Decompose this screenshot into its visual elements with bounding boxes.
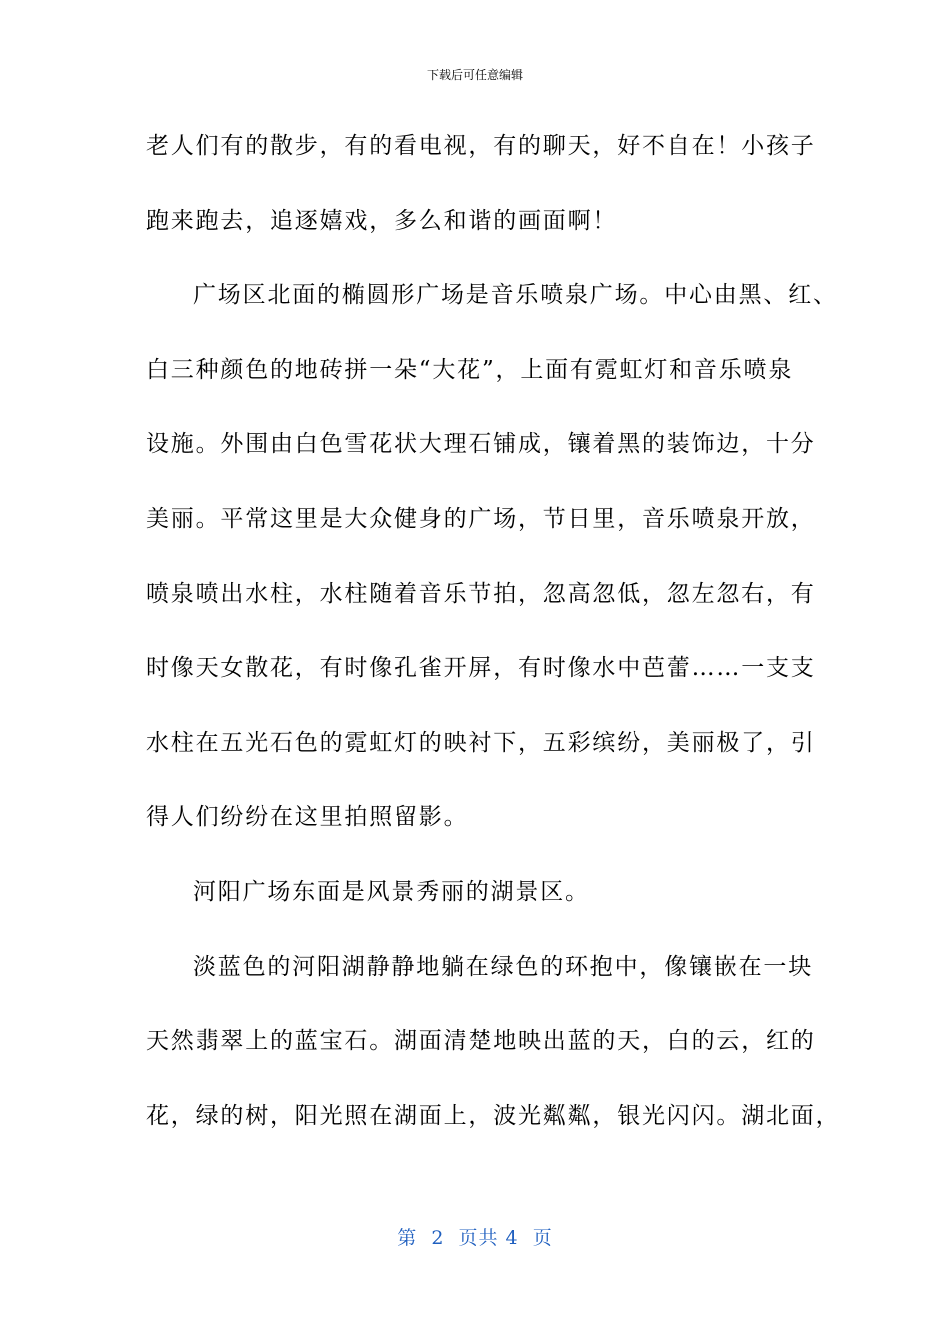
text-line: 白三种颜色的地砖拼一朵“大花”，上面有霓虹灯和音乐喷泉 (146, 356, 794, 383)
text-line: 广场区北面的椭圆形广场是音乐喷泉广场。中心由黑、红、 (193, 282, 838, 309)
text-line: 花，绿的树，阳光照在湖面上，波光粼粼，银光闪闪。湖北面， (146, 1102, 841, 1129)
page-footer: 第 2 页共 4 页 (397, 1227, 553, 1249)
body-text (146, 122, 841, 1166)
text-line: 河阳广场东面是风景秀丽的湖景区。 (193, 878, 590, 905)
text-line: 老人们有的散步，有的看电视，有的聊天，好不自在！小孩子 (146, 133, 816, 159)
text-line: 淡蓝色的河阳湖静静地躺在绿色的环抱中，像镶嵌在一块 (193, 953, 813, 980)
text-line: 喷泉喷出水柱，水柱随着音乐节拍，忽高忽低，忽左忽右，有 (146, 580, 816, 607)
text-line: 天然翡翠上的蓝宝石。湖面清楚地映出蓝的天，白的云，红的 (146, 1028, 816, 1055)
text-line: 跑来跑去，追逐嬉戏，多么和谐的画面啊！ (146, 207, 618, 234)
text-line: 时像天女散花，有时像孔雀开屏，有时像水中芭蕾……一支支 (146, 655, 816, 682)
text-line: 水柱在五光石色的霓虹灯的映衬下，五彩缤纷，美丽极了，引 (146, 729, 816, 756)
page-header: 下载后可任意编辑 (426, 68, 523, 82)
text-line: 得人们纷纷在这里拍照留影。 (146, 804, 469, 831)
text-line: 设施。外围由白色雪花状大理石铺成，镶着黑的装饰边，十分 (146, 431, 816, 458)
text-line: 美丽。平常这里是大众健身的广场，节日里，音乐喷泉开放， (146, 505, 816, 532)
